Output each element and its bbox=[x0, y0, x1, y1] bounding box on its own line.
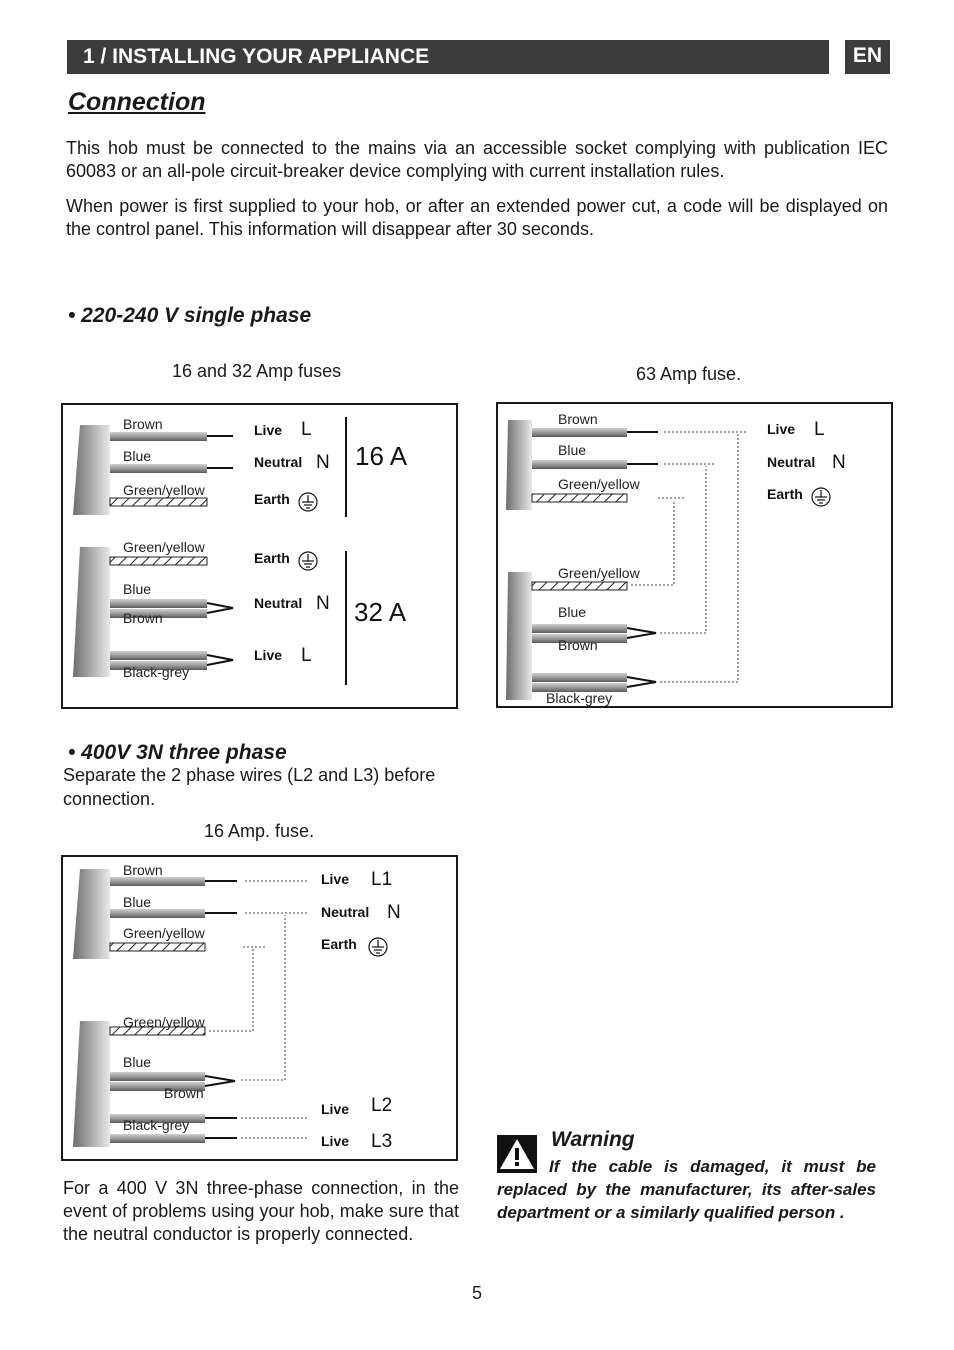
wire-blue bbox=[532, 460, 627, 469]
three-phase-heading: • 400V 3N three phase bbox=[68, 741, 287, 764]
terminal-label: Earth bbox=[767, 486, 803, 502]
fuse-rating: 32 A bbox=[354, 597, 407, 627]
wire-label: Green/yellow bbox=[558, 476, 640, 492]
single-phase-heading: • 220-240 V single phase bbox=[68, 304, 312, 327]
terminal-code: N bbox=[316, 593, 330, 614]
wire-brown bbox=[110, 432, 207, 441]
terminal-label: Neutral bbox=[254, 595, 303, 611]
terminal-label: Neutral bbox=[254, 454, 303, 470]
wire-label: Blue bbox=[558, 604, 587, 620]
cable-sheath-upper bbox=[73, 425, 110, 515]
terminal-code: L2 bbox=[371, 1095, 393, 1116]
page-title: Connection bbox=[68, 88, 206, 116]
wire-label: Brown bbox=[558, 411, 598, 427]
cable-sheath-upper bbox=[506, 420, 532, 510]
warning-text: If the cable is damaged, it must be replaced by the manufacturer, its after-sales department or a similarly qualified person . bbox=[497, 1157, 876, 1222]
terminal-label: Live bbox=[254, 647, 283, 663]
wire-green-yellow bbox=[532, 494, 627, 502]
earth-icon bbox=[369, 938, 387, 956]
page-number: 5 bbox=[471, 1283, 482, 1303]
wire-label: Black-grey bbox=[123, 1117, 190, 1133]
terminal-label: Earth bbox=[254, 550, 290, 566]
cable-sheath-lower bbox=[73, 1021, 110, 1147]
cable-sheath-lower bbox=[506, 572, 532, 700]
wire-label: Blue bbox=[123, 894, 152, 910]
wire-blue bbox=[110, 599, 207, 608]
fuse-rating: 16 A bbox=[355, 441, 408, 471]
terminal-label: Live bbox=[767, 421, 796, 437]
single-phase-63-amp-diagram bbox=[496, 402, 893, 708]
terminal-label: Live bbox=[321, 871, 350, 887]
cable-sheath-upper bbox=[73, 869, 110, 959]
wire-label: Green/yellow bbox=[123, 482, 205, 498]
terminal-code: N bbox=[832, 452, 846, 473]
terminal-label: Neutral bbox=[767, 454, 816, 470]
wire-brown bbox=[110, 877, 205, 886]
wire-label: Blue bbox=[123, 581, 152, 597]
terminal-code: L1 bbox=[371, 869, 393, 890]
terminal-label: Earth bbox=[254, 491, 290, 507]
terminal-label: Neutral bbox=[321, 904, 370, 920]
single-phase-16-32-amp-diagram bbox=[61, 403, 458, 709]
wire-green-yellow bbox=[110, 943, 205, 951]
warning-title: Warning bbox=[551, 1128, 635, 1151]
wire-label: Green/yellow bbox=[123, 539, 205, 555]
terminal-label: Live bbox=[321, 1133, 350, 1149]
wire-green-yellow bbox=[110, 557, 207, 565]
three-phase-footnote: For a 400 V 3N three-phase connection, in the event of problems using your hob, make sure that the neutral conductor is properly connected. bbox=[63, 1178, 459, 1244]
wire-brown bbox=[532, 428, 627, 437]
wire-blue bbox=[532, 624, 627, 633]
terminal-code: L bbox=[301, 419, 312, 440]
three-phase-caption: 16 Amp. fuse. bbox=[204, 821, 315, 841]
terminal-code: L bbox=[301, 645, 312, 666]
wire-label: Brown bbox=[164, 1085, 204, 1101]
wire-green-yellow bbox=[110, 498, 207, 506]
three-phase-note: Separate the 2 phase wires (L2 and L3) before connection. bbox=[63, 765, 436, 809]
single-phase-right-caption: 63 Amp fuse. bbox=[636, 364, 742, 384]
terminal-code: N bbox=[316, 452, 330, 473]
terminal-code: L3 bbox=[371, 1131, 393, 1152]
earth-icon bbox=[299, 493, 317, 511]
language-badge: EN bbox=[845, 40, 890, 74]
wire-green-yellow bbox=[532, 582, 627, 590]
earth-icon bbox=[812, 488, 830, 506]
wire-black-grey bbox=[532, 673, 627, 682]
wire-label: Brown bbox=[123, 416, 163, 432]
wire-label: Black-grey bbox=[546, 690, 613, 706]
single-phase-left-caption: 16 and 32 Amp fuses bbox=[172, 361, 342, 381]
section-header: 1 / INSTALLING YOUR APPLIANCE bbox=[67, 40, 829, 74]
wire-blue bbox=[110, 1072, 205, 1081]
intro-paragraph-1: This hob must be connected to the mains via an accessible socket complying with publication IEC 60083 or an all-pole circuit-breaker device complying with current installation rules. bbox=[66, 138, 888, 181]
terminal-label: Live bbox=[321, 1101, 350, 1117]
intro-paragraph-2: When power is first supplied to your hob, or after an extended power cut, a code will be displayed on the control panel. This information will disappear after 30 seconds. bbox=[66, 196, 888, 239]
wire-label: Green/yellow bbox=[123, 925, 205, 941]
wire-black-grey bbox=[110, 651, 207, 660]
wire-label: Green/yellow bbox=[558, 565, 640, 581]
wire-blue bbox=[110, 909, 205, 918]
wire-label: Black-grey bbox=[123, 664, 190, 680]
wire-label: Blue bbox=[123, 448, 152, 464]
cable-sheath-lower bbox=[73, 547, 110, 677]
wire-label: Brown bbox=[558, 637, 598, 653]
terminal-label: Earth bbox=[321, 936, 357, 952]
wire-label: Blue bbox=[123, 1054, 152, 1070]
wire-label: Brown bbox=[123, 610, 163, 626]
wire-label: Brown bbox=[123, 862, 163, 878]
terminal-code: L bbox=[814, 419, 825, 440]
three-phase-diagram bbox=[61, 855, 458, 1161]
terminal-code: N bbox=[387, 902, 401, 923]
earth-icon bbox=[299, 552, 317, 570]
terminal-label: Live bbox=[254, 422, 283, 438]
wire-label: Green/yellow bbox=[123, 1014, 205, 1030]
wire-label: Blue bbox=[558, 442, 587, 458]
wire-blue bbox=[110, 464, 207, 473]
